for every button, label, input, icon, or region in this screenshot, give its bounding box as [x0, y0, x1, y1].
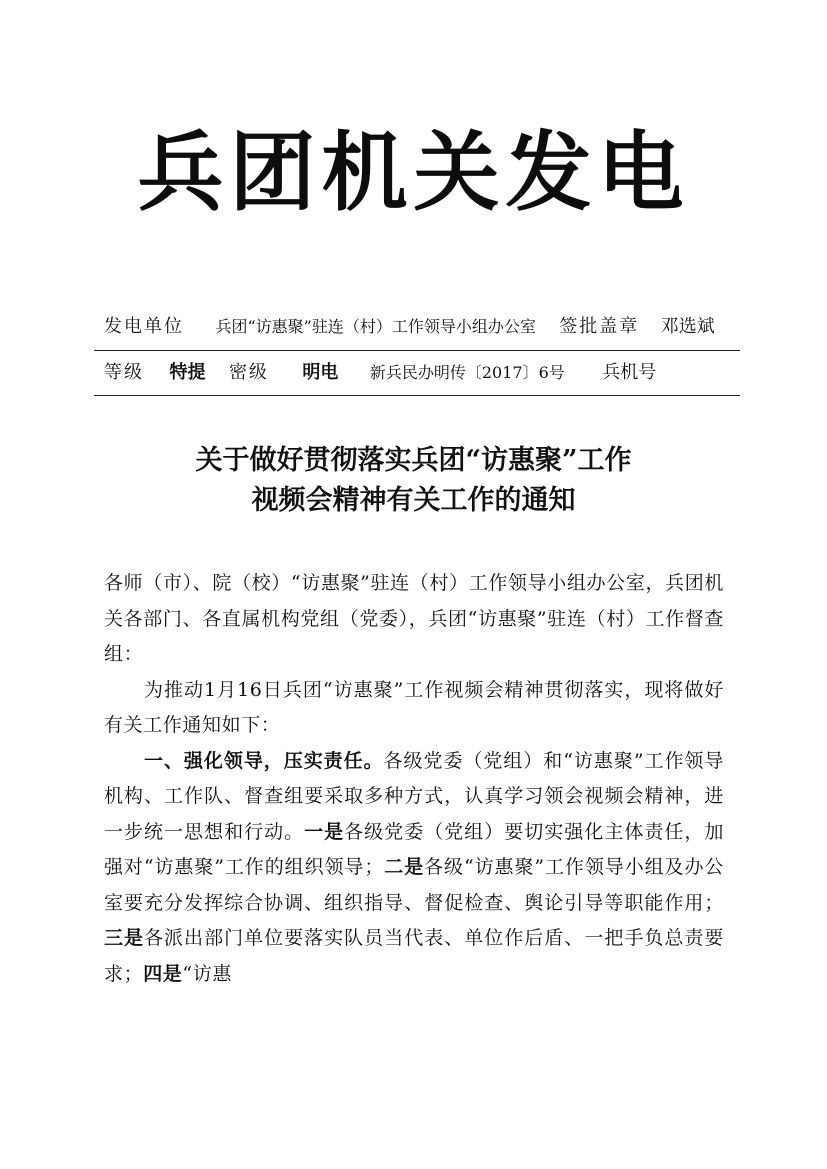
point1-label: 一是 [304, 820, 345, 843]
issuer-value: 兵团“访惠聚”驻连（村）工作领导小组办公室 [215, 317, 536, 336]
section1-heading: 一、强化领导，压实责任。 [144, 749, 384, 772]
divider-top [94, 350, 740, 351]
document-body [104, 566, 724, 992]
secret-value: 明电 [302, 362, 339, 383]
divider-bottom [94, 395, 740, 396]
recipients-paragraph: 各师（市）、院（校）“访惠聚”驻连（村）工作领导小组办公室，兵团机关各部门、各直属机构党组（党委），兵团“访惠聚”驻连（村）工作督查组： [104, 572, 724, 665]
document-title-line1: 关于做好贯彻落实兵团“访惠聚”工作 [195, 445, 632, 476]
section1-text: 各级党委（党组）和“访惠聚”工作领导机构、工作队、督查组要采取多种方式，认真学习领会视频会精神，进一步统一思想和行动。 [104, 749, 724, 843]
section1-paragraph [104, 744, 724, 993]
document-title-line2: 视频会精神有关工作的通知 [251, 485, 576, 516]
masthead-title: 兵团机关发电 [137, 122, 690, 223]
issuer-label: 发电单位 [104, 316, 184, 337]
signer-value: 邓选斌 [660, 316, 715, 337]
point3-label: 三是 [104, 927, 145, 949]
point4-label: 四是 [143, 962, 183, 985]
secret-label: 密级 [228, 362, 269, 383]
point2-label: 二是 [383, 856, 425, 878]
point2-text: 各级“访惠聚”工作领导小组及办公室要充分发挥综合协调、组织指导、督促检查、舆论引导等职能作用； [104, 856, 724, 914]
doc-number: 新兵民办明传〔2017〕6号 [369, 363, 565, 382]
point1-text: 各级党委（党组）要切实强化主体责任，加强对“访惠聚”工作的组织领导； [104, 820, 724, 878]
grade-row [104, 364, 744, 382]
signer-label: 签批盖章 [559, 316, 640, 337]
grade-label: 等级 [104, 362, 144, 383]
grade-value: 特提 [169, 362, 206, 383]
point3-text: 各派出部门单位要落实队员当代表、单位作后盾、一把手负总责要求； [104, 927, 724, 985]
intro-paragraph: 为推动1月16日兵团“访惠聚”工作视频会精神贯彻落实，现将做好有关工作通知如下： [104, 678, 724, 736]
point4-text: “访惠 [182, 962, 232, 985]
issuer-row [104, 318, 744, 336]
machine-number-label: 兵机号 [602, 362, 657, 383]
